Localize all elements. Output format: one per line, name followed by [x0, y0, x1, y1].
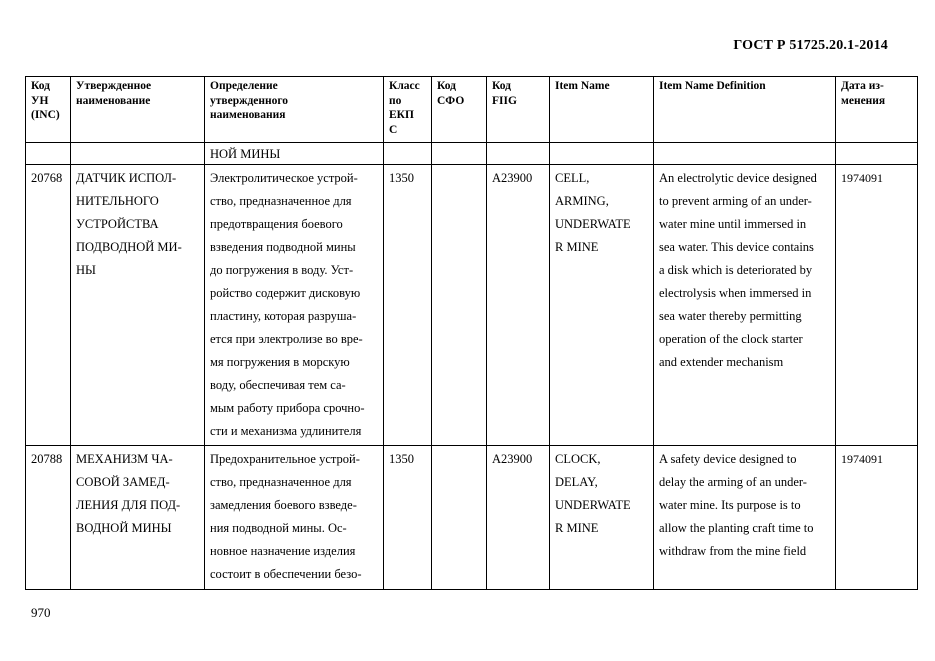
text-line: R MINE: [555, 521, 599, 535]
text-line: ПОДВОДНОЙ МИ-: [76, 240, 182, 254]
col-header-date: [836, 77, 918, 143]
date-cell: 1974091: [836, 165, 918, 446]
item-name-cell: [550, 446, 654, 590]
text-line: A safety device designed to: [659, 452, 797, 466]
col-header-inc: [26, 77, 71, 143]
header-line: Item Name Definition: [659, 80, 766, 92]
text-line: МЕХАНИЗМ ЧА-: [76, 452, 173, 466]
date-cell: 1974091: [836, 446, 918, 590]
header-line: ЕКП: [389, 109, 414, 121]
header-line: Код: [492, 80, 512, 92]
definition-cell: [205, 165, 384, 446]
text-line: sea water thereby permitting: [659, 309, 802, 323]
text-line: ВОДНОЙ МИНЫ: [76, 521, 172, 535]
sfo-cell: [432, 446, 487, 590]
header-line: УН: [31, 94, 49, 107]
header-line: СФО: [437, 94, 465, 107]
text-line: CELL,: [555, 171, 590, 185]
col-header-name: [71, 77, 205, 143]
text-line: воду, обеспечивая тем са-: [210, 378, 346, 392]
text-line: замедления боевого взведе-: [210, 498, 357, 512]
header-line: утвержденного: [210, 94, 289, 107]
col-header-sfo: [432, 77, 487, 143]
header-line: С: [389, 123, 398, 136]
text-line: CLOCK,: [555, 452, 601, 466]
col-header-definition: [205, 77, 384, 143]
text-line: water mine. Its purpose is to: [659, 498, 801, 512]
header-line: наименования: [210, 109, 286, 121]
text-line: electrolysis when immersed in: [659, 286, 812, 300]
name-cell: [71, 165, 205, 446]
definition-cell: [205, 446, 384, 590]
class-cell: 1350: [384, 165, 432, 446]
header-line: менения: [841, 94, 886, 107]
text-line: delay the arming of an under-: [659, 475, 807, 489]
text-line: ется при электролизе во вре-: [210, 332, 363, 346]
page-number: 970: [31, 605, 51, 620]
header-line: наименование: [76, 94, 151, 107]
catalog-table: [25, 76, 918, 590]
class-cell: 1350: [384, 446, 432, 590]
sfo-cell: [432, 165, 487, 446]
text-line: and extender mechanism: [659, 355, 784, 369]
text-line: a disk which is deteriorated by: [659, 263, 813, 277]
header-line: Класс: [389, 80, 420, 92]
header-line: по: [389, 94, 402, 107]
text-line: ЛЕНИЯ ДЛЯ ПОД-: [76, 498, 181, 512]
text-line: water mine until immersed in: [659, 217, 807, 231]
item-definition-cell: [654, 446, 836, 590]
text-line: НЫ: [76, 263, 96, 277]
continuation-row: [26, 143, 918, 165]
text-line: мя погружения в морскую: [210, 355, 350, 369]
text-line: пластину, которая разруша-: [210, 309, 357, 323]
text-line: UNDERWATE: [555, 498, 631, 512]
text-line: An electrolytic device designed: [659, 171, 817, 185]
fiig-cell: A23900: [487, 446, 550, 590]
header-line: Item Name: [555, 80, 610, 92]
text-line: УСТРОЙСТВА: [76, 217, 159, 231]
header-line: FIIG: [492, 94, 517, 107]
text-line: взведения подводной мины: [210, 240, 356, 254]
text-line: состоит в обеспечении безо-: [210, 567, 362, 581]
text-line: ARMING,: [555, 194, 609, 208]
col-header-fiig: [487, 77, 550, 143]
text-line: DELAY,: [555, 475, 598, 489]
header-line: Утвержденное: [76, 80, 152, 92]
text-line: ния подводной мины. Ос-: [210, 521, 347, 535]
text-line: НИТЕЛЬНОГО: [76, 194, 159, 208]
header-line: Дата из-: [841, 80, 884, 92]
table-header-row: [26, 77, 918, 143]
text-line: ДАТЧИК ИСПОЛ-: [76, 171, 177, 185]
continuation-definition: НОЙ МИНЫ: [205, 143, 384, 165]
header-line: Код: [437, 80, 457, 92]
text-line: R MINE: [555, 240, 599, 254]
text-line: ство, предназначенное для: [210, 194, 352, 208]
header-line: Код: [31, 80, 51, 92]
text-line: мым работу прибора срочно-: [210, 401, 365, 415]
text-line: UNDERWATE: [555, 217, 631, 231]
col-header-item-definition: [654, 77, 836, 143]
table-row: [26, 446, 918, 590]
header-line: Определение: [210, 80, 278, 92]
item-definition-cell: [654, 165, 836, 446]
text-line: СОВОЙ ЗАМЕД-: [76, 475, 170, 489]
inc-cell: 20768: [26, 165, 71, 446]
fiig-cell: A23900: [487, 165, 550, 446]
inc-cell: 20788: [26, 446, 71, 590]
text-line: новное назначение изделия: [210, 544, 356, 558]
text-line: Предохранительное устрой-: [210, 452, 360, 466]
header-line: (INC): [31, 109, 60, 121]
text-line: sea water. This device contains: [659, 240, 814, 254]
name-cell: [71, 446, 205, 590]
text-line: до погружения в воду. Уст-: [210, 263, 354, 277]
text-line: withdraw from the mine field: [659, 544, 807, 558]
col-header-item-name: [550, 77, 654, 143]
text-line: Электролитическое устрой-: [210, 171, 358, 185]
text-line: предотвращения боевого: [210, 217, 343, 231]
table-row: [26, 165, 918, 446]
text-line: ство, предназначенное для: [210, 475, 352, 489]
item-name-cell: [550, 165, 654, 446]
document-code: ГОСТ Р 51725.20.1-2014: [733, 38, 888, 53]
text-line: сти и механизма удлинителя: [210, 424, 362, 438]
text-line: to prevent arming of an under-: [659, 194, 812, 208]
text-line: ройство содержит дисковую: [210, 286, 361, 300]
text-line: allow the planting craft time to: [659, 521, 814, 535]
text-line: operation of the clock starter: [659, 332, 803, 346]
col-header-class: [384, 77, 432, 143]
